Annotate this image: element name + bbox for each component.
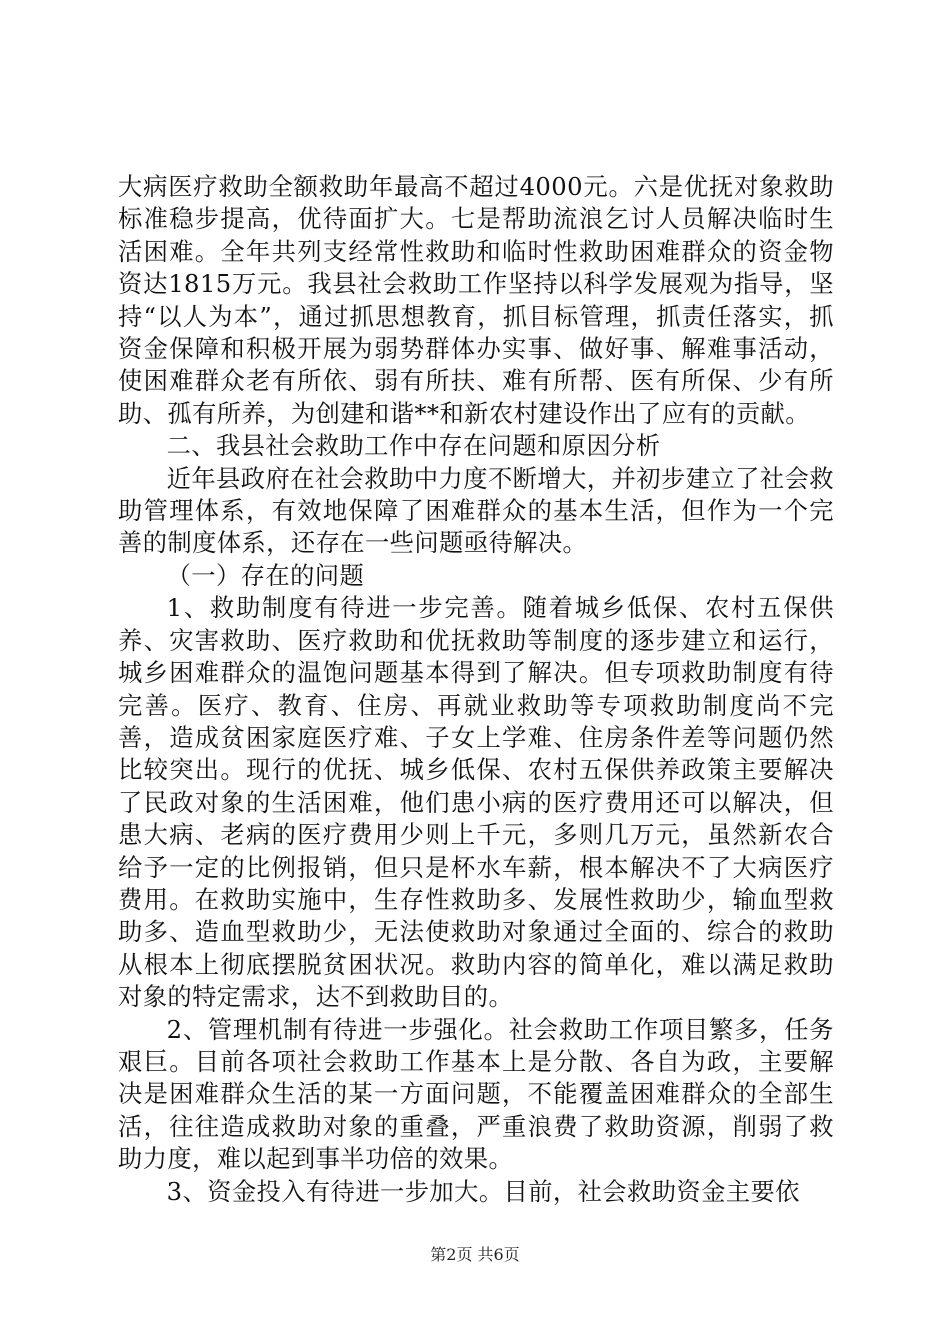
paragraph-intro: 近年县政府在社会救助中力度不断增大，并初步建立了社会救助管理体系，有效地保障了困难群众的基本生活，但作为一个完善的制度体系，还存在一些问题亟待解决。: [118, 463, 834, 558]
paragraph-item-1: 1、救助制度有待进一步完善。随着城乡低保、农村五保供养、灾害救助、医疗救助和优抚救助等制度的逐步建立和运行，城乡困难群众的温饱问题基本得到了解决。但专项救助制度有待完善。医疗、教育、住房、再就业救助等专项救助制度尚不完善，造成贫困家庭医疗难、子女上学难、住房条件差等问题仍然比较突出。现行的优抚、城乡低保、农村五保供养政策主要解决了民政对象的生活困难，他们患小病的医疗费用还可以解决，但患大病、老病的医疗费用少则上千元，多则几万元，虽然新农合给予一定的比例报销，但只是杯水车薪，根本解决不了大病医疗费用。在救助实施中，生存性救助多、发展性救助少，输血型救助多、造血型救助少，无法使救助对象通过全面的、综合的救助从根本上彻底摆脱贫困状况。救助内容的简单化，难以满足救助对象的特定需求，达不到救助目的。: [118, 593, 834, 1012]
document-body: [118, 171, 834, 1208]
paragraph-item-2: 2、管理机制有待进一步强化。社会救助工作项目繁多，任务艰巨。目前各项社会救助工作基本上是分散、各自为政，主要解决是困难群众生活的某一方面问题，不能覆盖困难群众的全部生活，往往造成救助对象的重叠，严重浪费了救助资源，削弱了救助力度，难以起到事半功倍的效果。: [118, 1014, 834, 1174]
page-number-footer: 第2页 共6页: [430, 1245, 520, 1264]
paragraph-continuation: 大病医疗救助全额救助年最高不超过4000元。六是优抚对象救助标准稳步提高，优待面扩大。七是帮助流浪乞讨人员解决临时生活困难。全年共列支经常性救助和临时性救助困难群众的资金物资达1815万元。我县社会救助工作坚持以科学发展观为指导，坚持“以人为本”，通过抓思想教育，抓目标管理，抓责任落实，抓资金保障和积极开展为弱势群体办实事、做好事、解难事活动，使困难群众老有所依、弱有所扶、难有所帮、医有所保、少有所助、孤有所养，为创建和谐**和新农村建设作出了应有的贡献。: [118, 172, 834, 428]
subsection-heading-problems: （一）存在的问题: [166, 560, 365, 590]
paragraph-item-3: 3、资金投入有待进一步加大。目前，社会救助资金主要依: [166, 1176, 800, 1206]
section-heading-two: 二、我县社会救助工作中存在问题和原因分析: [166, 431, 661, 461]
